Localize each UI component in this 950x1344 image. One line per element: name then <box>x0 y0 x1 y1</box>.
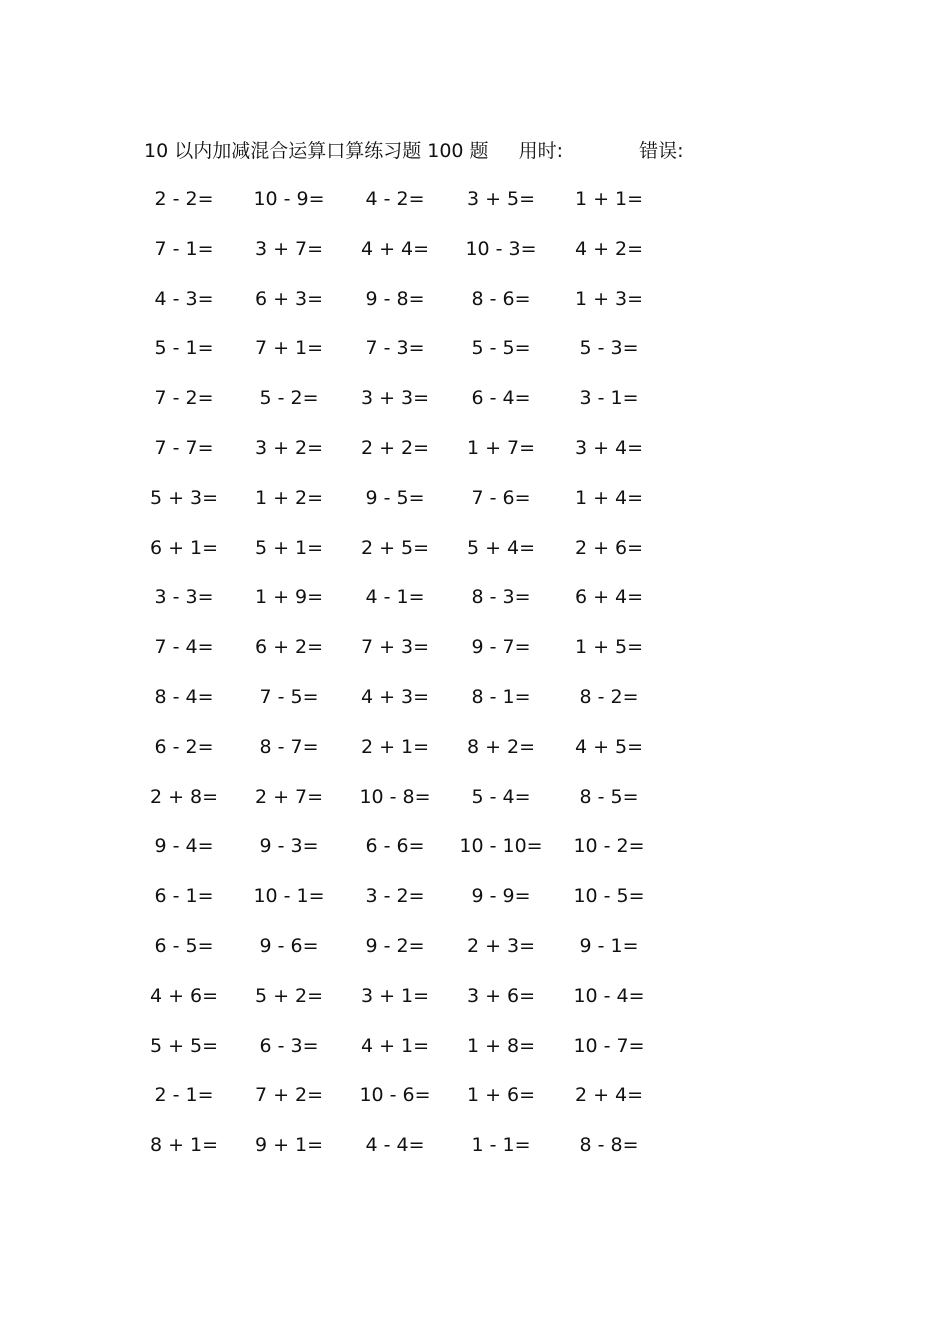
math-problem: 5 + 3= <box>149 486 219 509</box>
math-problem: 8 - 6= <box>471 287 531 310</box>
math-problem: 10 - 3= <box>465 237 537 260</box>
math-problem: 7 + 1= <box>254 337 324 360</box>
math-problem: 5 + 5= <box>149 1034 219 1057</box>
problem-row <box>0 235 950 285</box>
math-problem: 4 + 6= <box>149 984 219 1007</box>
math-problem: 7 + 3= <box>360 636 430 659</box>
math-problem: 9 + 1= <box>254 1134 324 1157</box>
math-problem: 5 - 5= <box>471 337 531 360</box>
math-problem: 8 - 2= <box>579 685 639 708</box>
problem-row <box>0 484 950 534</box>
math-problem: 4 - 3= <box>154 287 214 310</box>
math-problem: 7 - 3= <box>365 337 425 360</box>
math-problem: 5 - 2= <box>259 387 319 410</box>
math-problem: 1 + 2= <box>254 486 324 509</box>
math-problem: 9 - 8= <box>365 287 425 310</box>
math-problem: 6 + 4= <box>574 586 644 609</box>
math-problem: 9 - 2= <box>365 934 425 957</box>
math-problem: 3 + 6= <box>466 984 536 1007</box>
math-problem: 9 - 6= <box>259 934 319 957</box>
math-problem: 7 - 2= <box>154 387 214 410</box>
math-problem: 1 + 6= <box>466 1084 536 1107</box>
math-problem: 9 - 4= <box>154 835 214 858</box>
math-problem: 5 - 3= <box>579 337 639 360</box>
math-problem: 4 - 1= <box>365 586 425 609</box>
math-problem: 2 + 3= <box>466 934 536 957</box>
math-problem: 1 + 5= <box>574 636 644 659</box>
problem-row <box>0 882 950 932</box>
math-problem: 6 - 3= <box>259 1034 319 1057</box>
math-problem: 2 + 1= <box>360 735 430 758</box>
math-problem: 1 + 9= <box>254 586 324 609</box>
problem-row <box>0 384 950 434</box>
problem-grid <box>0 185 950 1181</box>
problem-row <box>0 1081 950 1131</box>
math-problem: 1 - 1= <box>471 1134 531 1157</box>
problem-row <box>0 1131 950 1181</box>
math-problem: 6 - 5= <box>154 934 214 957</box>
math-problem: 1 + 7= <box>466 436 536 459</box>
math-problem: 5 - 4= <box>471 785 531 808</box>
math-problem: 4 + 1= <box>360 1034 430 1057</box>
problem-row <box>0 334 950 384</box>
math-problem: 2 + 8= <box>149 785 219 808</box>
math-problem: 10 - 8= <box>359 785 431 808</box>
math-problem: 3 + 1= <box>360 984 430 1007</box>
problem-row <box>0 982 950 1032</box>
worksheet-header <box>144 138 683 164</box>
math-problem: 3 - 3= <box>154 586 214 609</box>
math-problem: 3 + 2= <box>254 436 324 459</box>
math-problem: 6 - 2= <box>154 735 214 758</box>
math-problem: 7 - 7= <box>154 436 214 459</box>
math-problem: 8 - 1= <box>471 685 531 708</box>
problem-row <box>0 534 950 584</box>
math-problem: 9 - 9= <box>471 885 531 908</box>
math-problem: 1 + 3= <box>574 287 644 310</box>
problem-row <box>0 683 950 733</box>
problem-row <box>0 783 950 833</box>
math-problem: 1 + 4= <box>574 486 644 509</box>
math-problem: 4 + 2= <box>574 237 644 260</box>
math-problem: 3 + 5= <box>466 188 536 210</box>
math-problem: 8 + 1= <box>149 1134 219 1157</box>
math-problem: 2 - 2= <box>154 188 214 210</box>
math-problem: 5 + 2= <box>254 984 324 1007</box>
math-problem: 7 - 4= <box>154 636 214 659</box>
math-problem: 10 - 10= <box>459 835 543 858</box>
math-problem: 3 + 3= <box>360 387 430 410</box>
math-problem: 6 - 4= <box>471 387 531 410</box>
math-problem: 6 + 3= <box>254 287 324 310</box>
math-problem: 7 + 2= <box>254 1084 324 1107</box>
math-problem: 9 - 3= <box>259 835 319 858</box>
math-problem: 8 - 7= <box>259 735 319 758</box>
problem-row <box>0 733 950 783</box>
math-problem: 7 - 5= <box>259 685 319 708</box>
math-problem: 6 - 6= <box>365 835 425 858</box>
math-problem: 10 - 5= <box>573 885 645 908</box>
math-problem: 10 - 9= <box>253 188 325 210</box>
math-problem: 7 - 6= <box>471 486 531 509</box>
math-problem: 7 - 1= <box>154 237 214 260</box>
math-problem: 9 - 1= <box>579 934 639 957</box>
math-problem: 2 + 4= <box>574 1084 644 1107</box>
math-problem: 4 - 2= <box>365 188 425 210</box>
math-problem: 8 - 5= <box>579 785 639 808</box>
math-problem: 9 - 5= <box>365 486 425 509</box>
math-problem: 2 - 1= <box>154 1084 214 1107</box>
problem-row <box>0 583 950 633</box>
math-problem: 3 - 1= <box>579 387 639 410</box>
problem-row <box>0 285 950 335</box>
math-problem: 4 + 4= <box>360 237 430 260</box>
math-problem: 3 + 7= <box>254 237 324 260</box>
math-problem: 10 - 2= <box>573 835 645 858</box>
math-problem: 5 + 1= <box>254 536 324 559</box>
errors-label: 错误: <box>639 140 684 162</box>
math-problem: 6 - 1= <box>154 885 214 908</box>
math-problem: 5 + 4= <box>466 536 536 559</box>
math-problem: 1 + 8= <box>466 1034 536 1057</box>
problem-row <box>0 932 950 982</box>
math-problem: 8 - 3= <box>471 586 531 609</box>
problem-row <box>0 434 950 484</box>
math-problem: 6 + 2= <box>254 636 324 659</box>
math-problem: 2 + 7= <box>254 785 324 808</box>
worksheet-title: 10 以内加减混合运算口算练习题 100 题 <box>144 140 489 162</box>
math-problem: 10 - 6= <box>359 1084 431 1107</box>
math-problem: 8 + 2= <box>466 735 536 758</box>
problem-row <box>0 1032 950 1082</box>
time-used-label: 用时: <box>518 140 564 162</box>
math-problem: 9 - 7= <box>471 636 531 659</box>
problem-row <box>0 633 950 683</box>
math-problem: 10 - 7= <box>573 1034 645 1057</box>
math-problem: 4 + 5= <box>574 735 644 758</box>
problem-row <box>0 832 950 882</box>
math-problem: 3 - 2= <box>365 885 425 908</box>
math-problem: 10 - 1= <box>253 885 325 908</box>
math-problem: 4 + 3= <box>360 685 430 708</box>
math-problem: 2 + 5= <box>360 536 430 559</box>
math-problem: 5 - 1= <box>154 337 214 360</box>
math-problem: 8 - 4= <box>154 685 214 708</box>
math-problem: 1 + 1= <box>574 188 644 210</box>
math-problem: 6 + 1= <box>149 536 219 559</box>
math-problem: 8 - 8= <box>579 1134 639 1157</box>
math-problem: 2 + 2= <box>360 436 430 459</box>
math-problem: 4 - 4= <box>365 1134 425 1157</box>
math-problem: 3 + 4= <box>574 436 644 459</box>
math-problem: 10 - 4= <box>573 984 645 1007</box>
math-problem: 2 + 6= <box>574 536 644 559</box>
problem-row <box>0 185 950 235</box>
